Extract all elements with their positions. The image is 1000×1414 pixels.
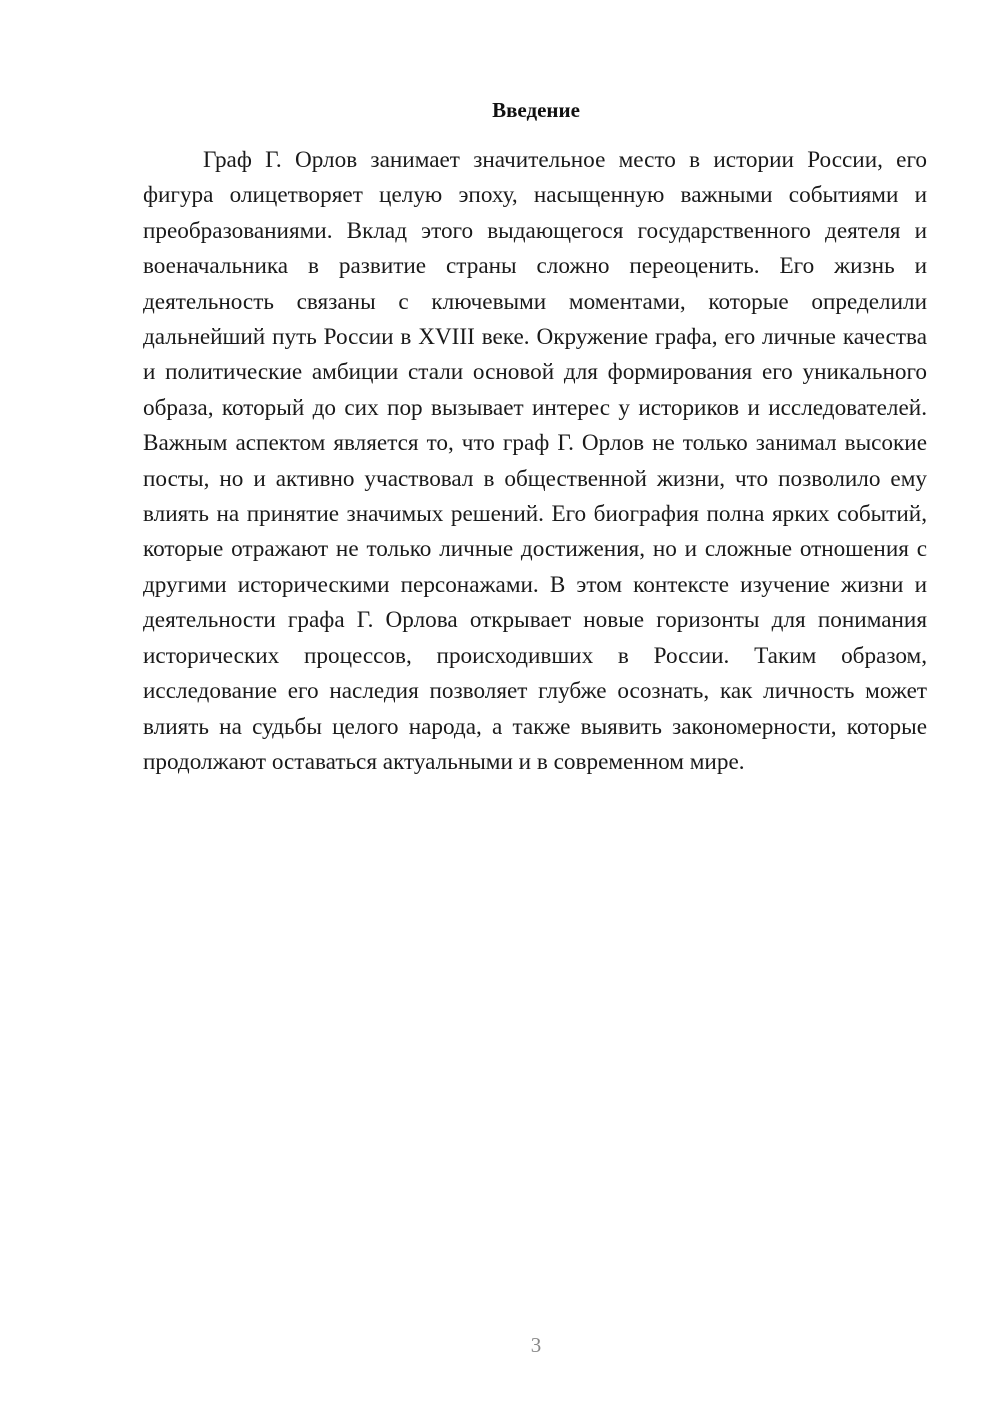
page-number: 3 bbox=[530, 1333, 542, 1357]
section-heading: Введение bbox=[492, 98, 580, 122]
body-paragraph: Граф Г. Орлов занимает значительное место в истории России, его фигура олицетворяет целую эпоху, насыщенную важными событиями и преобразованиями. Вклад этого выдающегося государственного деятеля и военачальника в развитие страны сложно переоценить. Его жизнь и деятельность связаны с ключевыми моментами, которые определили дальнейший путь России в XVIII веке. Окружение графа, его личные качества и политические амбиции стали основой для формирования его уникального образа, который до сих пор вызывает интерес у историков и исследователей. Важным аспектом является то, что граф Г. Орлов не только занимал высокие посты, но и активно участвовал в общественной жизни, что позволило ему влиять на принятие значимых решений. Его биография полна ярких событий, которые отражают не только личные достижения, но и сложные отношения с другими историческими персонажами. В этом контексте изучение жизни и деятельности графа Г. Орлова открывает новые горизонты для понимания исторических процессов, происходивших в России. Таким образом, исследование его наследия позволяет глубже осознать, как личность может влиять на судьбы целого народа, а также выявить закономерности, которые продолжают оставаться актуальными и в современном мире. bbox=[143, 147, 927, 775]
